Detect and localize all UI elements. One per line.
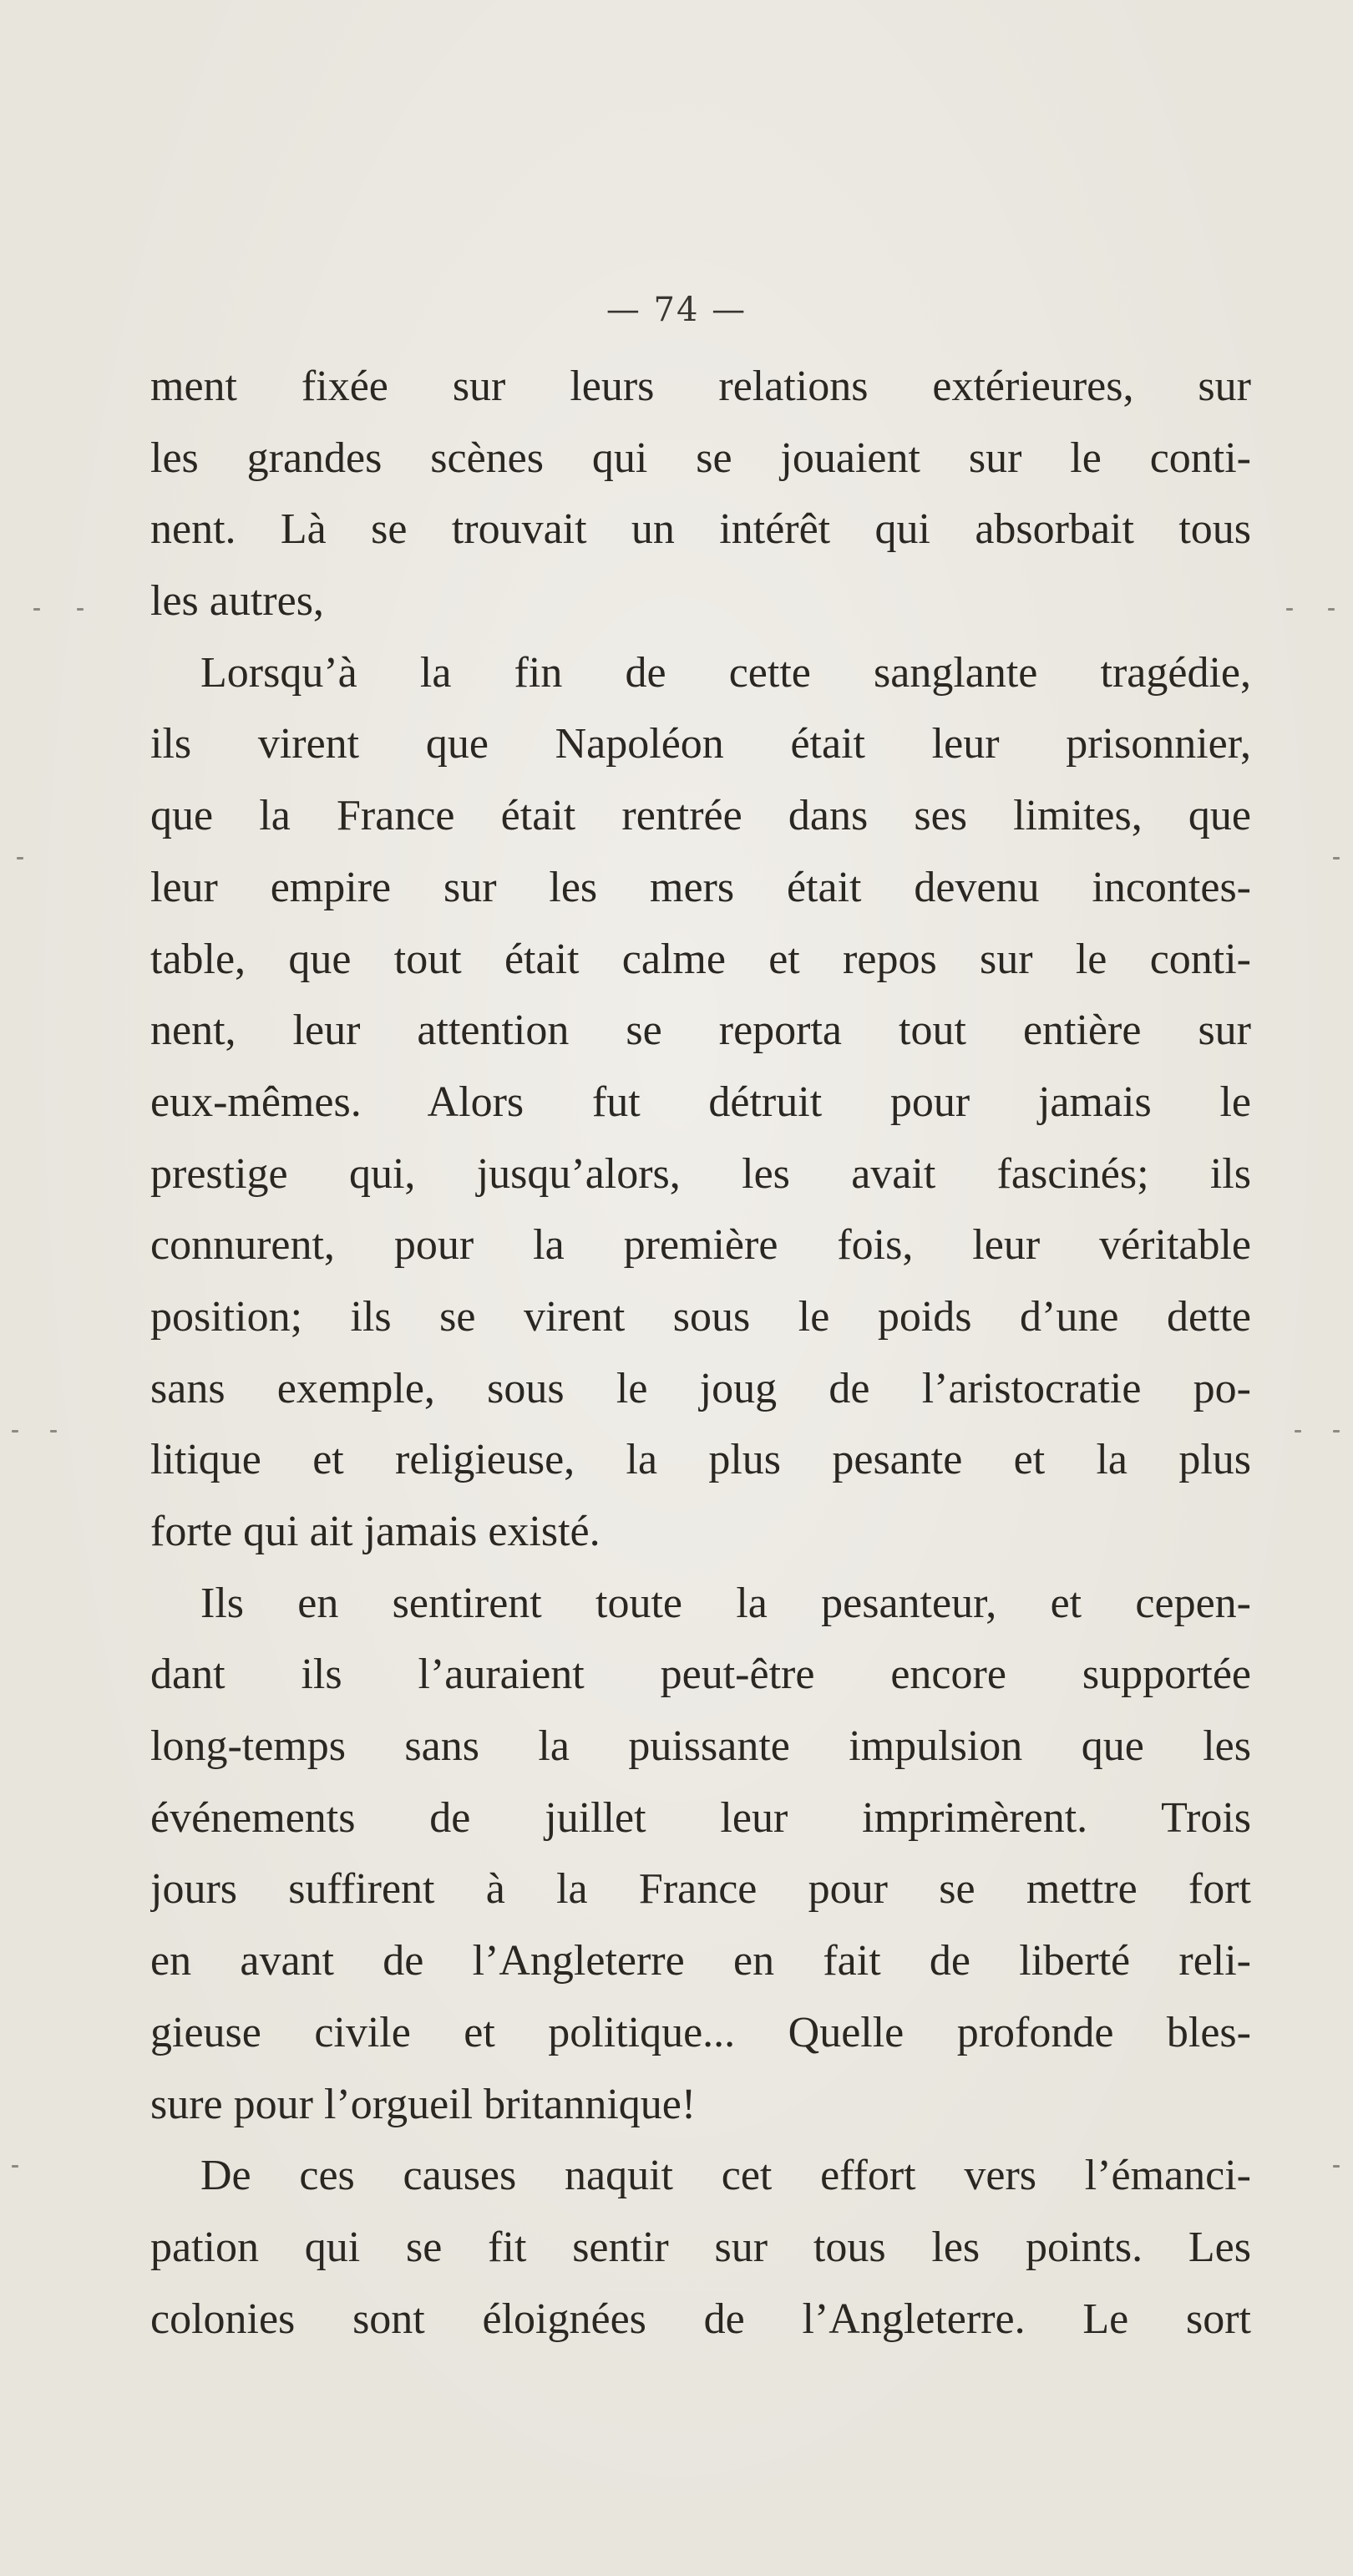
- text-line: sure pour l’orgueil britannique!: [150, 2080, 697, 2128]
- margin-mark: [1333, 1430, 1340, 1433]
- page-number: — 74 —: [606, 291, 747, 329]
- text-line: colonies sont éloignées de l’Angleterre. Le sort: [150, 2295, 1251, 2343]
- text-line: prestige qui, jusqu’alors, les avait fascinés; ils: [150, 1149, 1251, 1198]
- text-line: les autres,: [150, 577, 324, 626]
- text-line: en avant de l’Angleterre en fait de liberté reli-: [150, 1937, 1251, 1985]
- margin-mark: [33, 608, 40, 611]
- text-line: jours suffirent à la France pour se mettre fort: [150, 1865, 1251, 1914]
- text-line: nent. Là se trouvait un intérêt qui absorbait tous: [150, 505, 1251, 554]
- margin-mark: [1328, 608, 1335, 611]
- text-line: ils virent que Napoléon était leur prisonnier,: [150, 720, 1251, 768]
- text-line: nent, leur attention se reporta tout entière sur: [150, 1007, 1251, 1055]
- text-line: De ces causes naquit cet effort vers l’émanci-: [200, 2152, 1251, 2200]
- text-line: sans exemple, sous le joug de l’aristocratie po-: [150, 1364, 1251, 1412]
- margin-mark: [12, 1430, 18, 1433]
- text-line: que la France était rentrée dans ses limites, que: [150, 792, 1251, 840]
- text-line: connurent, pour la première fois, leur véritable: [150, 1221, 1251, 1270]
- text-line: leur empire sur les mers était devenu incontes-: [150, 863, 1251, 911]
- margin-mark: [1333, 2165, 1340, 2168]
- text-line: gieuse civile et politique... Quelle profonde bles-: [150, 2008, 1251, 2056]
- text-line: eux-mêmes. Alors fut détruit pour jamais le: [150, 1078, 1251, 1126]
- text-line: événements de juillet leur imprimèrent. Trois: [150, 1793, 1251, 1842]
- text-line: long-temps sans la puissante impulsion que les: [150, 1722, 1251, 1771]
- text-line: pation qui se fit sentir sur tous les points. Les: [150, 2223, 1251, 2271]
- body-text: [150, 351, 1251, 2355]
- text-line: litique et religieuse, la plus pesante et la plus: [150, 1436, 1251, 1484]
- margin-mark: [1286, 608, 1293, 611]
- text-line: ment fixée sur leurs relations extérieures, sur: [150, 363, 1251, 410]
- margin-mark: [1295, 1430, 1301, 1433]
- margin-mark: [17, 857, 23, 860]
- text-line: les grandes scènes qui se jouaient sur le conti-: [150, 434, 1251, 482]
- text-line: position; ils se virent sous le poids d’une dette: [150, 1292, 1251, 1341]
- margin-mark: [77, 608, 84, 611]
- text-line: dant ils l’auraient peut-être encore supportée: [150, 1651, 1251, 1699]
- text-line: forte qui ait jamais existé.: [150, 1508, 600, 1555]
- text-line: Lorsqu’à la fin de cette sanglante tragédie,: [200, 648, 1251, 697]
- margin-mark: [50, 1430, 57, 1433]
- text-line: Ils en sentirent toute la pesanteur, et cepen-: [200, 1579, 1251, 1627]
- text-line: table, que tout était calme et repos sur le conti-: [150, 935, 1251, 983]
- margin-mark: [1333, 857, 1340, 860]
- margin-mark: [12, 2165, 18, 2168]
